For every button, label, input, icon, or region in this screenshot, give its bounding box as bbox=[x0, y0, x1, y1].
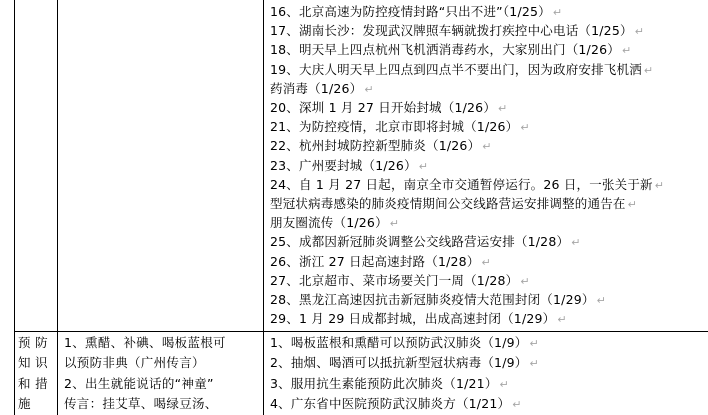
line-text: 27、北京超市、菜市场要关门一周（1/28） bbox=[270, 272, 519, 288]
category-line bbox=[18, 333, 48, 352]
paragraph-mark-icon: ↵ bbox=[634, 25, 645, 39]
line-text: 型冠状病毒感染的肺炎疫情期间公交线路营运安排调整的通告在 bbox=[270, 196, 626, 211]
paragraph-mark-icon: ↵ bbox=[512, 398, 522, 412]
paragraph-mark-icon: ↵ bbox=[482, 140, 492, 154]
line-text: 25、成都因新冠肺炎调整公交线路营运安排（1/28） bbox=[270, 234, 570, 250]
category-line-text: 和 措 bbox=[18, 375, 48, 391]
paragraph-mark-icon: ↵ bbox=[529, 357, 539, 371]
category-line-text: 预 防 bbox=[18, 335, 48, 350]
list-line bbox=[270, 156, 428, 175]
row-divider bbox=[14, 331, 708, 332]
line-text: 28、黑龙江高速因抗击新冠肺炎疫情大范围封闭（1/29） bbox=[270, 292, 595, 307]
list-line bbox=[270, 21, 644, 40]
historical-line bbox=[64, 374, 214, 393]
historical-line-text: 2、出生就能说话的“神童” bbox=[64, 375, 214, 391]
list-line bbox=[270, 60, 653, 79]
line-text: 19、大庆人明天早上四点到四点半不要出门，因为政府安排飞机洒 bbox=[270, 61, 642, 77]
list-line bbox=[270, 213, 399, 232]
prevention-line-text: 4、广东省中医院预防武汉肺炎方（1/21） bbox=[270, 396, 511, 412]
paragraph-mark-icon: ↵ bbox=[498, 102, 508, 115]
historical-line-text: 1、熏醋、补碘、喝板蓝根可 bbox=[64, 335, 226, 350]
prevention-line bbox=[270, 374, 509, 393]
historical-line bbox=[64, 353, 205, 372]
paragraph-mark-icon: ↵ bbox=[364, 82, 374, 96]
paragraph-mark-icon: ↵ bbox=[520, 274, 530, 288]
line-text: 朋友圈流传（1/26） bbox=[270, 215, 388, 231]
paragraph-mark-icon: ↵ bbox=[643, 63, 654, 77]
list-line bbox=[270, 194, 637, 213]
historical-line-text: 传言：挂艾草、喝绿豆汤、 bbox=[64, 396, 218, 412]
list-line bbox=[270, 309, 567, 328]
paragraph-mark-icon: ↵ bbox=[499, 377, 509, 391]
list-line bbox=[270, 232, 581, 251]
historical-line bbox=[64, 333, 226, 352]
list-line bbox=[270, 175, 664, 194]
paragraph-mark-icon: ↵ bbox=[520, 121, 530, 135]
line-text: 17、湖南长沙：发现武汉牌照车辆就拨打疾控中心电话（1/25） bbox=[270, 23, 633, 39]
paragraph-mark-icon: ↵ bbox=[418, 159, 429, 173]
column-divider-2 bbox=[263, 0, 264, 415]
line-text: 20、深圳 1 月 27 日开始封城（1/26） bbox=[270, 100, 497, 115]
line-text: 29、1 月 29 日成都封城，出成高速封闭（1/29） bbox=[270, 311, 556, 327]
prevention-line-text: 2、抽烟、喝酒可以抵抗新型冠状病毒（1/9） bbox=[270, 355, 528, 371]
category-line bbox=[18, 353, 48, 372]
list-line bbox=[270, 98, 507, 117]
list-line bbox=[270, 2, 562, 21]
list-line bbox=[270, 79, 374, 98]
line-text: 22、杭州封城防控新型肺炎（1/26） bbox=[270, 138, 481, 154]
paragraph-mark-icon: ↵ bbox=[529, 337, 539, 350]
category-line bbox=[18, 374, 48, 393]
list-line bbox=[270, 136, 492, 155]
list-line bbox=[270, 290, 606, 309]
paragraph-mark-icon: ↵ bbox=[389, 217, 400, 231]
line-text: 药消毒（1/26） bbox=[270, 80, 363, 96]
category-line bbox=[18, 394, 31, 413]
list-line bbox=[270, 252, 491, 271]
prevention-line-text: 3、服用抗生素能预防此次肺炎（1/21） bbox=[270, 375, 498, 391]
paragraph-mark-icon: ↵ bbox=[481, 255, 491, 269]
list-line bbox=[270, 40, 631, 59]
historical-line bbox=[64, 394, 218, 413]
list-line bbox=[270, 117, 530, 136]
category-line-text: 知 识 bbox=[18, 355, 48, 371]
paragraph-mark-icon: ↵ bbox=[596, 294, 606, 307]
line-text: 21、为防控疫情，北京市即将封城（1/26） bbox=[270, 119, 519, 135]
paragraph-mark-icon: ↵ bbox=[654, 178, 665, 192]
line-text: 16、北京高速为防控疫情封路“只出不进”（1/25） bbox=[270, 4, 551, 19]
prevention-line bbox=[270, 394, 522, 413]
paragraph-mark-icon: ↵ bbox=[557, 313, 567, 327]
prevention-line bbox=[270, 333, 539, 352]
line-text: 24、自 1 月 27 日起，南京全市交通暂停运行。26 日，一张关于新 bbox=[270, 176, 653, 192]
paragraph-mark-icon: ↵ bbox=[621, 44, 632, 58]
line-text: 23、广州要封城（1/26） bbox=[270, 157, 417, 173]
list-line bbox=[270, 271, 530, 290]
table-border-left bbox=[14, 0, 15, 415]
prevention-line-text: 1、喝板蓝根和熏醋可以预防武汉肺炎（1/9） bbox=[270, 335, 528, 350]
column-divider-1 bbox=[57, 0, 58, 415]
historical-line-text: 以预防非典（广州传言） bbox=[64, 355, 205, 371]
prevention-line bbox=[270, 353, 539, 372]
category-line-text: 施 bbox=[18, 396, 31, 412]
line-text: 18、明天早上四点杭州飞机洒消毒药水，大家别出门（1/26） bbox=[270, 42, 620, 58]
paragraph-mark-icon: ↵ bbox=[552, 6, 563, 19]
paragraph-mark-icon: ↵ bbox=[627, 198, 638, 211]
paragraph-mark-icon: ↵ bbox=[571, 236, 581, 250]
line-text: 26、浙江 27 日起高速封路（1/28） bbox=[270, 253, 480, 269]
